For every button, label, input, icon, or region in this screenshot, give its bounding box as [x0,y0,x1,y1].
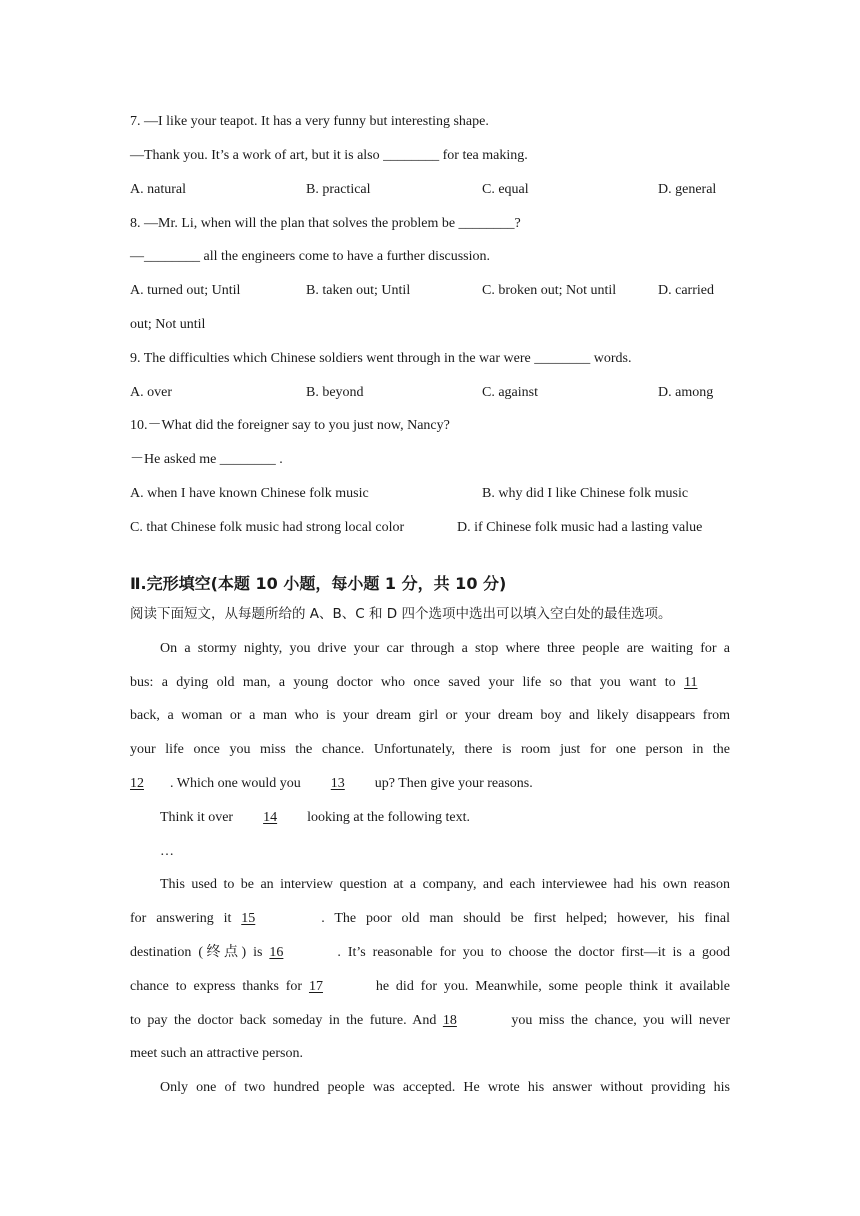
passage-p3-line1: This used to be an interview question at a company, and each interviewee had his own reason [160,877,730,892]
q10-stem: 10.－What did the foreigner say to you just now, Nancy? [130,418,450,433]
q7-stem: 7. —I like your teapot. It has a very funny but interesting shape. [130,114,489,129]
q9-option-b: B. beyond [306,385,364,400]
blank-17: 17 [308,979,323,994]
q10-option-d: D. if Chinese folk music had a lasting value [457,520,703,535]
q10-option-c: C. that Chinese folk music had strong local color [130,520,405,535]
blank-14: 14 [263,810,278,825]
q9-option-c: C. against [482,385,538,400]
q7-option-c: C. equal [482,182,529,197]
q10-option-b: B. why did I like Chinese folk music [482,486,689,501]
passage-p3-line3: destination (终点) is 16 . It’s reasonable for you to choose the doctor first—it is a good [130,945,730,960]
passage-p4-line1: Only one of two hundred people was accepted. He wrote his answer without providing his [160,1080,730,1095]
passage-ellipsis: … [160,844,174,859]
blank-16: 16 [269,945,284,960]
blank-11: 11 [684,675,698,690]
passage-p1-line1: On a stormy nighty, you drive your car through a stop where three people are waiting for a [160,641,730,656]
q8-option-c: C. broken out; Not until [482,283,617,298]
blank-18: 18 [442,1013,457,1028]
q7-option-a: A. natural [130,182,186,197]
q7-reply: —Thank you. It’s a work of art, but it is also ________ for tea making. [130,148,528,163]
passage-p1-line2: bus: a dying old man, a young doctor who once saved your life so that you want to 11 [130,674,730,692]
q9-option-a: A. over [130,385,172,400]
blank-12: 12 [130,776,144,791]
section-instruction: 阅读下面短文，从每题所给的 A、B、C 和 D 四个选项中选出可以填入空白处的最佳选项。 [130,606,672,622]
q9-stem: 9. The difficulties which Chinese soldiers went through in the war were ________ words. [130,351,632,366]
passage-p3-line5: to pay the doctor back someday in the future. And 18 you miss the chance, you will never [130,1013,730,1028]
blank-15: 15 [241,911,256,926]
passage-p3-line6: meet such an attractive person. [130,1046,303,1061]
passage-p2: Think it over 14 looking at the following text. [160,810,471,825]
passage-p1-line3: back, a woman or a man who is your dream girl or your dream boy and likely disappears from [130,708,730,723]
section-heading: Ⅱ.完形填空(本题 10 小题，每小题 1 分，共 10 分) [130,574,507,593]
q9-option-d: D. among [658,385,714,400]
blank-13: 13 [330,776,345,791]
q8-option-a: A. turned out; Until [130,283,241,298]
q8-stem: 8. —Mr. Li, when will the plan that solves the problem be ________? [130,216,521,231]
passage-p1-line5: 12 . Which one would you 13 up? Then give your reasons. [130,776,533,791]
q8-reply: —________ all the engineers come to have a further discussion. [130,249,491,264]
q8-option-d-continuation: out; Not until [130,317,206,332]
q7-option-b: B. practical [306,182,371,197]
q10-option-a: A. when I have known Chinese folk music [130,486,369,501]
q8-option-b: B. taken out; Until [306,283,411,298]
passage-p1-line4: your life once you miss the chance. Unfortunately, there is room just for one person in the [130,742,730,757]
passage-p3-line2: for answering it 15 . The poor old man should be first helped; however, his final [130,911,730,926]
q10-reply: －He asked me ________ . [130,452,283,467]
q8-option-d: D. carried [658,283,714,298]
passage-p3-line4: chance to express thanks for 17 he did for you. Meanwhile, some people think it available [130,979,731,994]
q7-option-d: D. general [658,182,717,197]
